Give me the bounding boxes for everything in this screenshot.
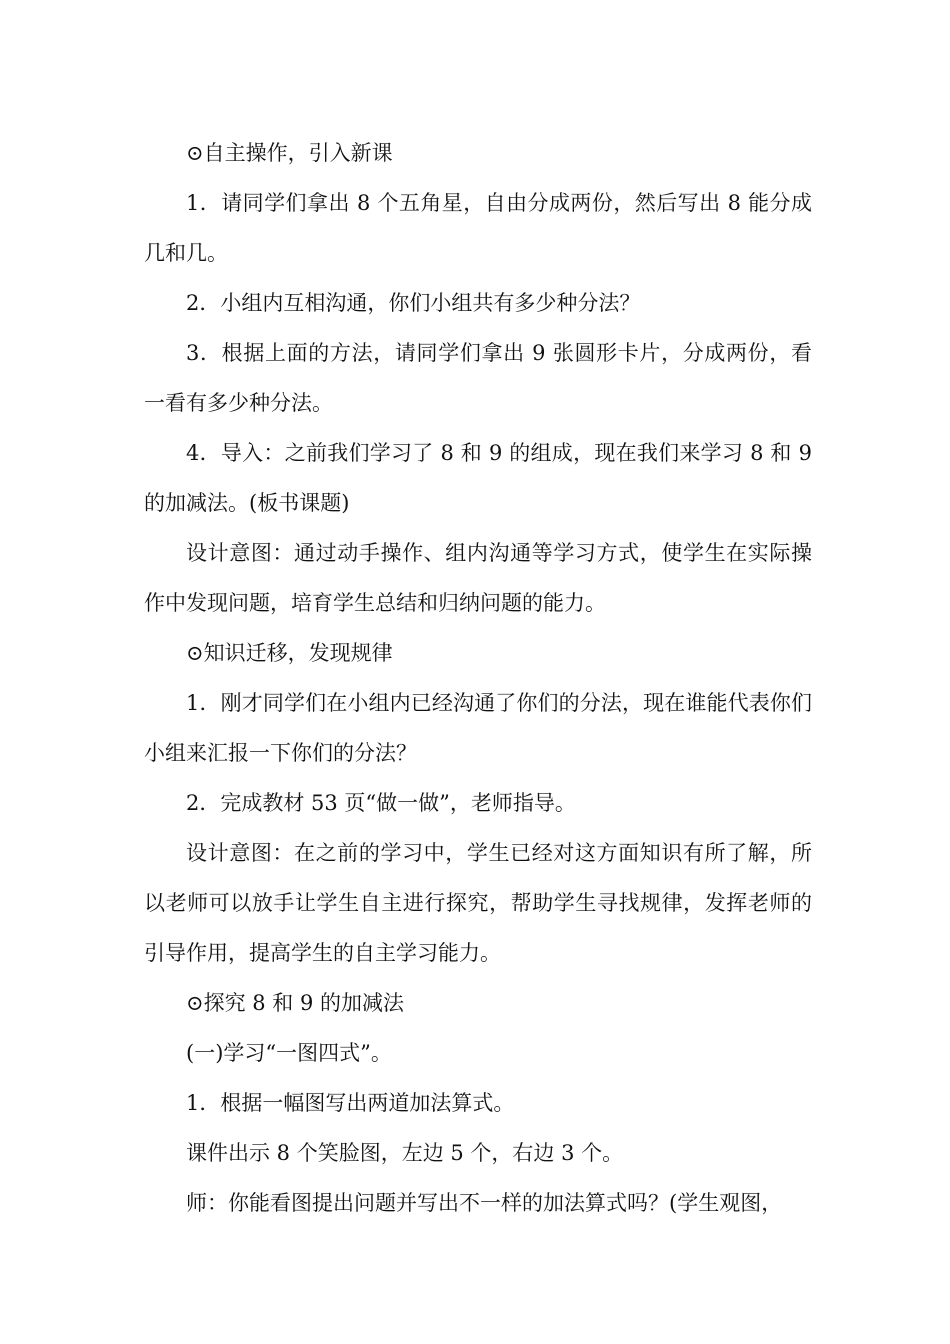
paragraph-teacher-question: 师：你能看图提出问题并写出不一样的加法算式吗？(学生观图，: [186, 1191, 783, 1215]
paragraph-design-intent-2: 设计意图：在之前的学习中，学生已经对这方面知识有所了解，所以老师可以放手让学生自主进行探究，帮助学生寻找规律，发挥老师的引导作用，提高学生的自主学习能力。: [144, 841, 812, 965]
paragraph-transfer-step-1: 1．刚才同学们在小组内已经沟通了你们的分法，现在谁能代表你们小组来汇报一下你们的分法？: [144, 691, 812, 765]
paragraph-design-intent-1: 设计意图：通过动手操作、组内沟通等学习方式，使学生在实际操作中发现问题，培育学生总结和归纳问题的能力。: [144, 541, 812, 615]
paragraph-step-2: 2．小组内互相沟通，你们小组共有多少种分法？: [186, 291, 641, 315]
paragraph-explore-step-1: 1．根据一幅图写出两道加法算式。: [186, 1091, 515, 1115]
paragraph-courseware: 课件出示 8 个笑脸图，左边 5 个，右边 3 个。: [186, 1141, 624, 1165]
paragraph-transfer-step-2: 2．完成教材 53 页“做一做”，老师指导。: [186, 791, 576, 815]
section-heading-explore-addition: ⊙探究 8 和 9 的加减法: [186, 991, 405, 1015]
document-body: [144, 128, 812, 1228]
subheading-one-picture-four-equations: (一)学习“一图四式”。: [186, 1041, 392, 1065]
section-heading-knowledge-transfer: ⊙知识迁移，发现规律: [186, 641, 393, 665]
paragraph-step-3: 3．根据上面的方法，请同学们拿出 9 张圆形卡片，分成两份，看一看有多少种分法。: [144, 341, 812, 415]
paragraph-step-4: 4．导入：之前我们学习了 8 和 9 的组成，现在我们来学习 8 和 9 的加减法。(板书课题): [144, 441, 812, 515]
paragraph-step-1: 1．请同学们拿出 8 个五角星，自由分成两份，然后写出 8 能分成几和几。: [144, 191, 812, 265]
section-heading-autonomous-operation: ⊙自主操作，引入新课: [186, 141, 393, 165]
